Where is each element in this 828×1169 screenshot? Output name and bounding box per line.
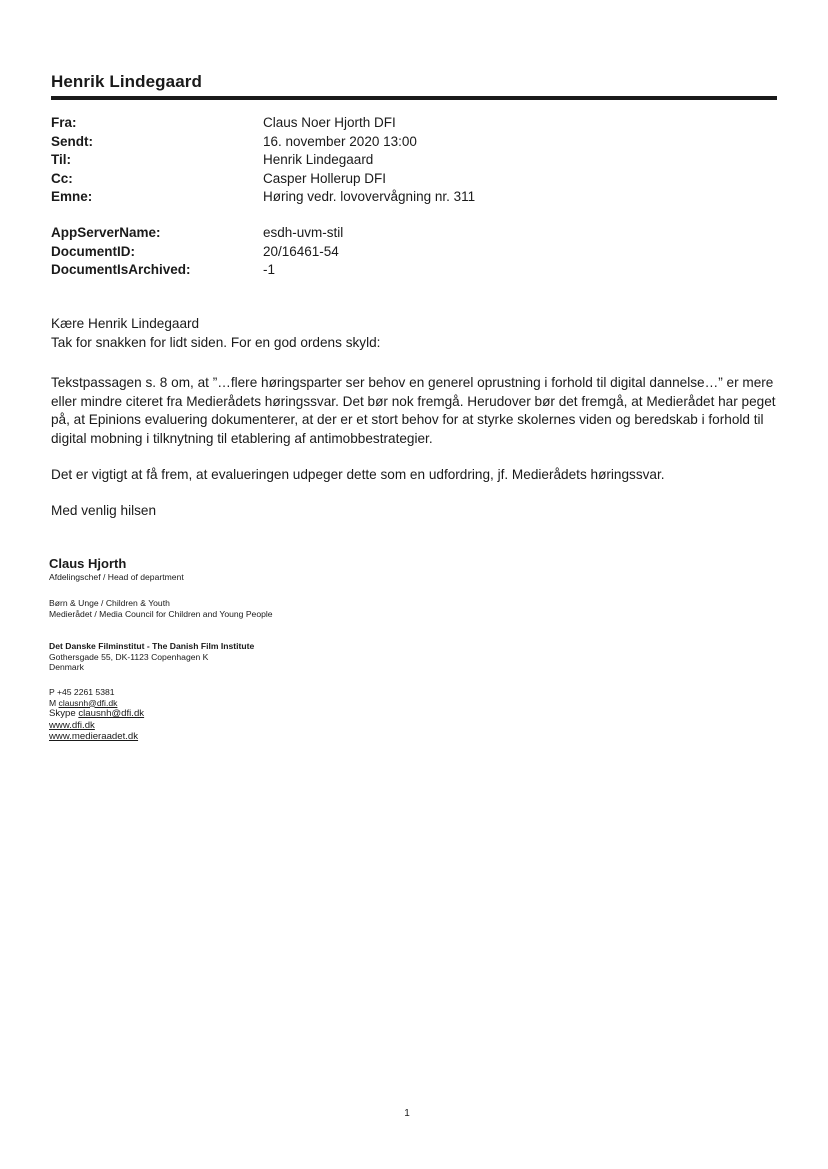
signature-contacts (49, 687, 449, 743)
field-value: esdh-uvm-stil (263, 225, 344, 240)
field-value: Claus Noer Hjorth DFI (263, 115, 396, 130)
field-label: Til: (51, 152, 71, 167)
mail-prefix: M (49, 697, 59, 708)
signature-organisation (49, 641, 449, 673)
field-label: Cc: (51, 170, 73, 186)
signature-phone: P +45 2261 5381 (49, 687, 115, 697)
field-value: 20/16461-54 (263, 243, 339, 259)
field-label: DocumentIsArchived: (51, 262, 191, 277)
field-documentisarchived (51, 261, 771, 280)
header-rule (51, 96, 777, 100)
email-header-fields (51, 114, 771, 207)
field-from (51, 114, 771, 133)
body-paragraph-1: Tekstpassagen s. 8 om, at ”…flere høringsparter ser behov en generel oprustning i forhold til digital dannelse…” er mere eller mindre citeret fra Medierådets høringssvar. Det bør nok fremgå. Herudover bør det fremgå, at Medierådet har peget på, at Epinions evaluering dokumenterer, at der er et stort behov for at styrke skolernes viden og beredskab i forhold til digital mobning i tilknytning til etablering af antimobbestrategier. (51, 375, 776, 446)
document-meta-fields (51, 224, 771, 280)
email-greeting (51, 315, 776, 352)
field-label: Sendt: (51, 133, 93, 149)
body-paragraph-2: Det er vigtigt at få frem, at evalueringen udpeger dette som en udfordring, jf. Medierådets høringssvar. (51, 467, 665, 482)
field-label: Emne: (51, 189, 93, 204)
signature-department (49, 598, 449, 619)
signature-org: Det Danske Filminstitut - The Danish Film Institute (49, 641, 255, 651)
page-number: 1 (404, 1108, 410, 1119)
field-value: Casper Hollerup DFI (263, 170, 387, 186)
signature-mail-line (49, 698, 449, 709)
field-label: AppServerName: (51, 225, 161, 240)
signature-address-2: Denmark (49, 662, 84, 672)
signature-address-1: Gothersgade 55, DK-1123 Copenhagen K (49, 651, 209, 662)
field-appservername (51, 224, 771, 243)
greeting-line: Kære Henrik Lindegaard (51, 316, 200, 331)
mail-link[interactable]: clausnh@dfi.dk (58, 697, 118, 708)
intro-line: Tak for snakken for lidt siden. For en god ordens skyld: (51, 334, 381, 350)
field-documentid (51, 243, 771, 262)
skype-prefix: Skype (49, 708, 79, 719)
field-value: Henrik Lindegaard (263, 152, 374, 167)
field-value: 16. november 2020 13:00 (263, 133, 417, 149)
field-cc (51, 170, 771, 189)
closing-line: Med venlig hilsen (51, 503, 157, 518)
mailbox-owner-name: Henrik Lindegaard (51, 72, 202, 91)
signature-dept-2: Medierådet / Media Council for Children and Young People (49, 608, 273, 619)
skype-link[interactable]: clausnh@dfi.dk (78, 708, 145, 719)
field-sent (51, 133, 771, 152)
signature-title: Afdelingschef / Head of department (49, 572, 184, 582)
field-label: DocumentID: (51, 243, 135, 259)
field-value: -1 (263, 262, 276, 277)
web-link-dfi[interactable]: www.dfi.dk (49, 719, 95, 731)
signature-web-2 (49, 731, 449, 743)
signature-block (49, 556, 449, 583)
signature-dept-1: Børn & Unge / Children & Youth (49, 598, 170, 608)
field-to (51, 151, 771, 170)
signature-skype-line (49, 708, 449, 720)
web-link-medieraadet[interactable]: www.medieraadet.dk (49, 731, 139, 742)
field-value: Høring vedr. lovovervågning nr. 311 (263, 189, 476, 204)
signature-web-1 (49, 720, 449, 732)
signature-name: Claus Hjorth (49, 556, 127, 571)
field-label: Fra: (51, 115, 77, 130)
field-subject (51, 188, 771, 207)
